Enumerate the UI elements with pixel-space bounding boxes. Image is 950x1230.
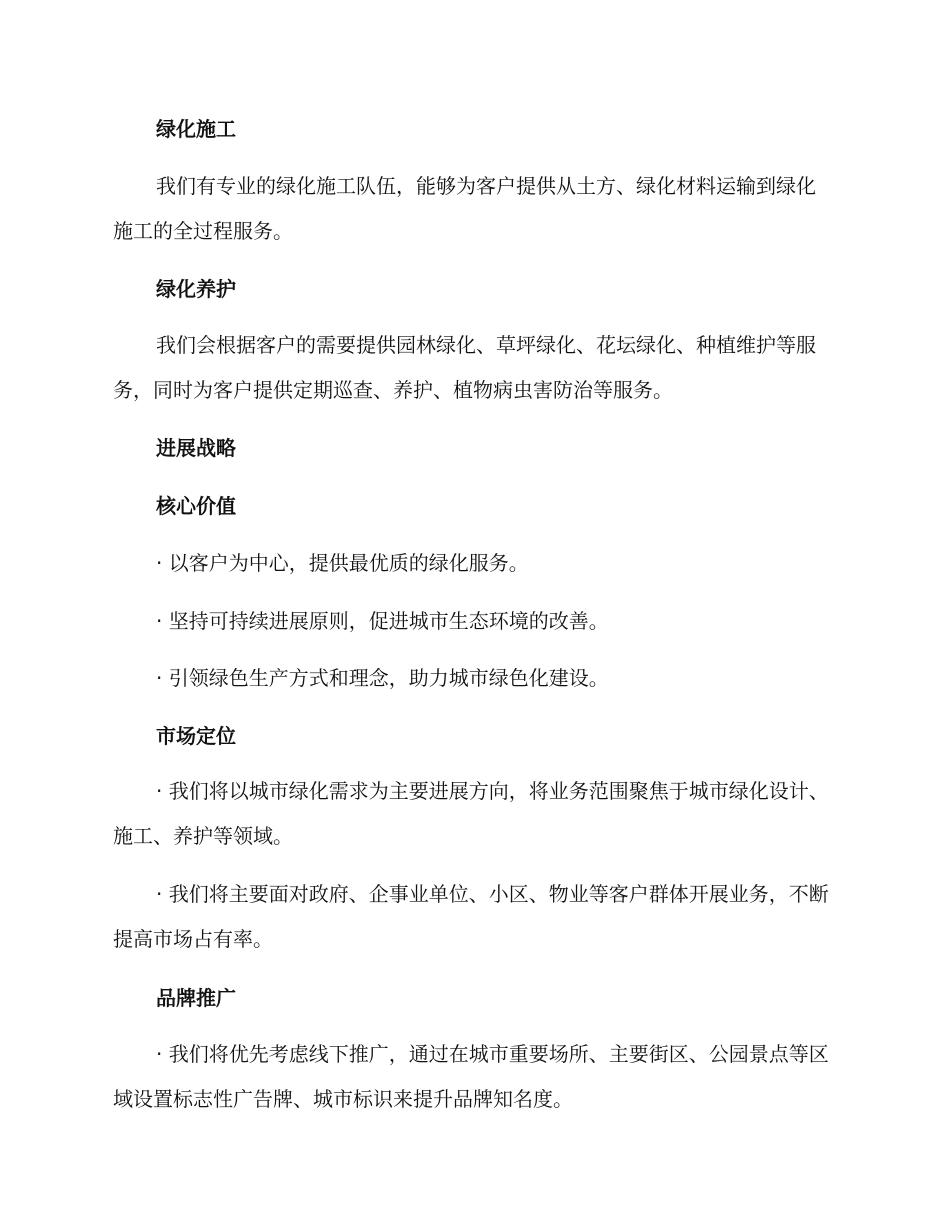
section-heading-greening-maintenance: 绿化养护: [156, 277, 236, 301]
list-item-core-value-1: · 以客户为中心，提供最优质的绿化服务。: [156, 551, 529, 575]
section-heading-greening-construction: 绿化施工: [156, 117, 236, 141]
section-heading-brand-promotion: 品牌推广: [156, 986, 236, 1010]
list-item-market-positioning-1: · 我们将以城市绿化需求为主要进展方向，将业务范围聚焦于城市绿化设计、施工、养护等领域。: [113, 779, 829, 848]
list-item-market-positioning-2: · 我们将主要面对政府、企事业单位、小区、物业等客户群体开展业务，不断提高市场占有率。: [113, 882, 829, 951]
list-item-core-value-3: · 引领绿色生产方式和理念，助力城市绿色化建设。: [156, 666, 609, 690]
list-item-core-value-2: · 坚持可持续进展原则，促进城市生态环境的改善。: [156, 609, 609, 633]
paragraph-greening-construction: 我们有专业的绿化施工队伍，能够为客户提供从土方、绿化材料运输到绿化施工的全过程服务。: [113, 174, 816, 243]
section-heading-core-values: 核心价值: [156, 494, 236, 518]
list-item-brand-promotion-1: · 我们将优先考虑线下推广，通过在城市重要场所、主要街区、公园景点等区域设置标志性广告牌、城市标识来提升品牌知名度。: [113, 1042, 829, 1111]
paragraph-greening-maintenance: 我们会根据客户的需要提供园林绿化、草坪绿化、花坛绿化、种植维护等服务，同时为客户提供定期巡查、养护、植物病虫害防治等服务。: [113, 333, 816, 402]
section-heading-development-strategy: 进展战略: [156, 436, 236, 460]
section-heading-market-positioning: 市场定位: [156, 724, 236, 748]
